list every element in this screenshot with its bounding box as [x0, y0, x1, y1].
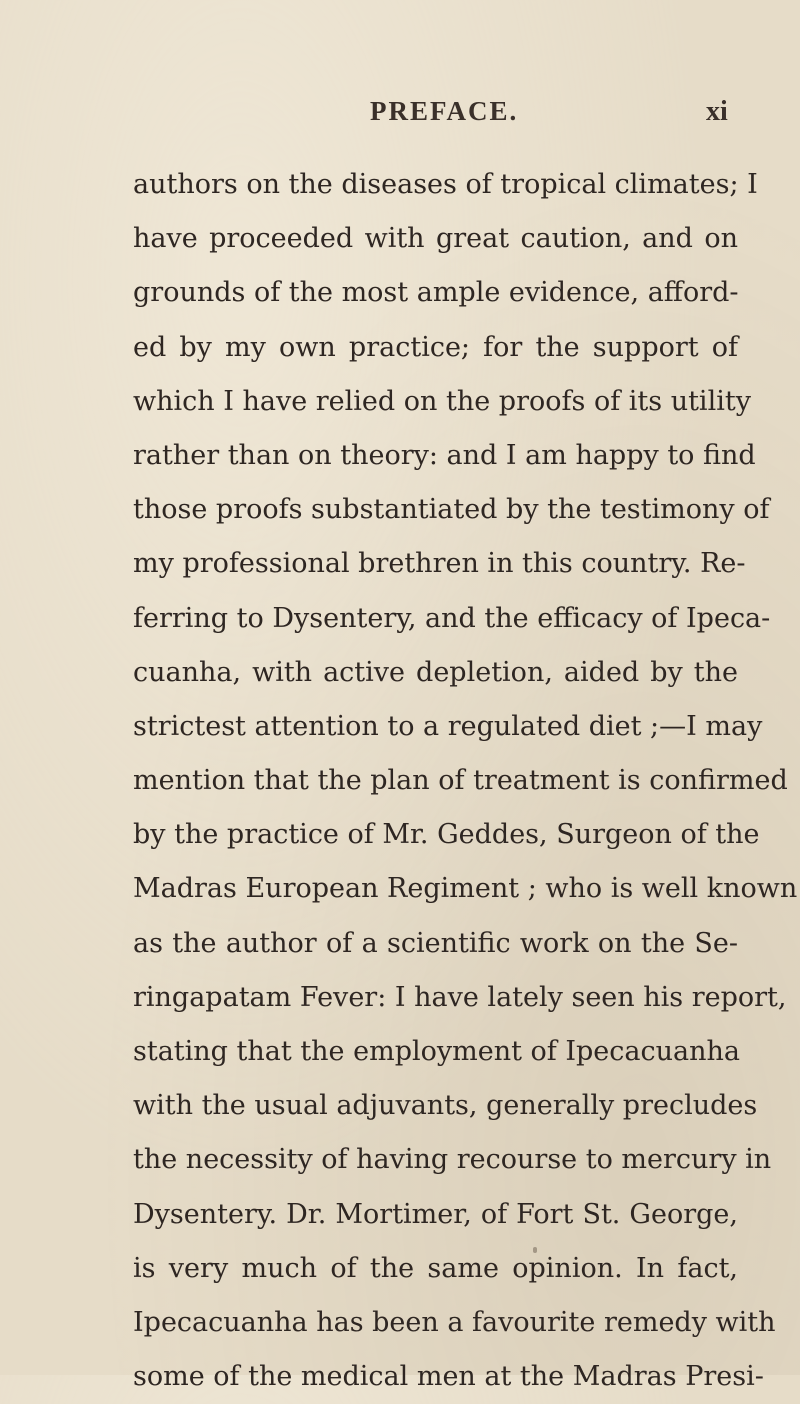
text-line: ferring to Dysentery, and the efficacy of Ipeca-: [133, 602, 771, 634]
text-line: cuanha, with active depletion, aided by the: [133, 656, 738, 688]
page-header: [0, 96, 800, 146]
text-line: with the usual adjuvants, generally precludes: [133, 1090, 758, 1122]
text-line: Dysentery. Dr. Mortimer, of Fort St. George,: [133, 1198, 738, 1230]
text-line: those proofs substantiated by the testimony of: [133, 494, 770, 526]
text-line: mention that the plan of treatment is confirmed: [133, 765, 788, 797]
text-line: stating that the employment of Ipecacuanha: [133, 1036, 740, 1067]
body-text: [133, 158, 798, 1404]
pencil-mark: [533, 1247, 537, 1253]
text-line: ed by my own practice; for the support of: [133, 331, 738, 363]
text-line: ringapatam Fever: I have lately seen his report,: [133, 981, 787, 1013]
text-line: Ipecacuanha has been a favourite remedy with: [133, 1306, 776, 1338]
text-line: rather than on theory: and I am happy to find: [133, 439, 756, 471]
text-line: which I have relied on the proofs of its utility: [133, 385, 751, 417]
text-line: is very much of the same opinion. In fact,: [133, 1252, 738, 1284]
text-line: have proceeded with great caution, and on: [133, 223, 738, 255]
text-line: by the practice of Mr. Geddes, Surgeon of the: [133, 819, 760, 851]
text-line: the necessity of having recourse to mercury in: [133, 1144, 772, 1176]
text-line: authors on the diseases of tropical climates; I: [133, 169, 758, 200]
text-line: as the author of a scientific work on the Se-: [133, 927, 738, 959]
text-line: strictest attention to a regulated diet ;—I may: [133, 710, 763, 742]
text-line: Madras European Regiment ; who is well known: [133, 873, 798, 905]
text-line: grounds of the most ample evidence, afford-: [133, 277, 739, 309]
text-line: my professional brethren in this country. Re-: [133, 548, 746, 580]
running-title: PREFACE.: [370, 96, 519, 126]
text-line: some of the medical men at the Madras Presi-: [133, 1361, 764, 1393]
page-number: xi: [706, 96, 728, 127]
